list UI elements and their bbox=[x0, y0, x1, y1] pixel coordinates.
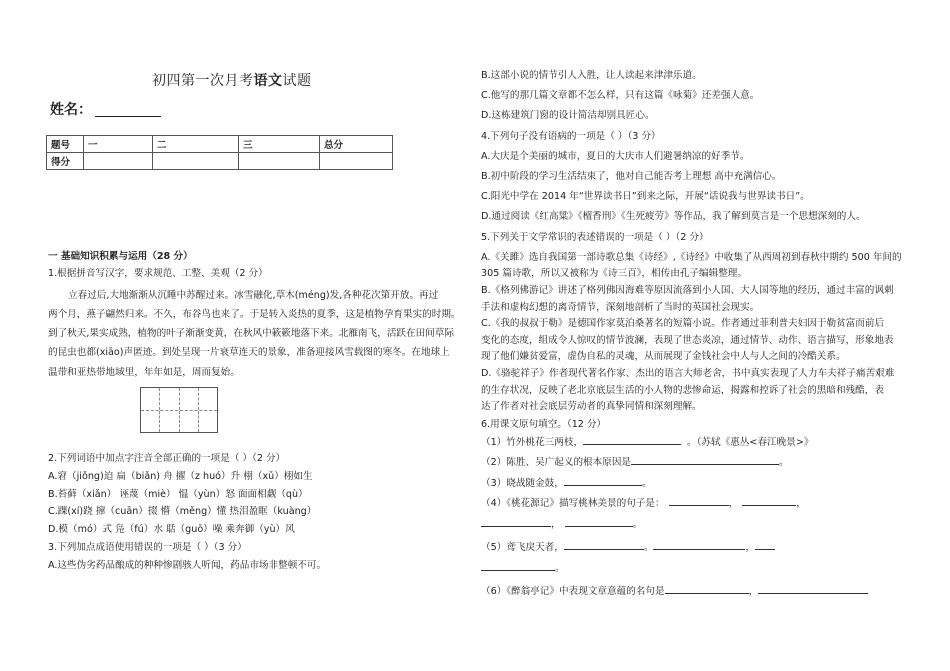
passage-line-4: 的昆虫也都(xiāo)声匿迹。到处呈现一片衰草连天的景象，准备迎接风雪载图的寒冬。在地球上 bbox=[48, 347, 450, 359]
name-label: 姓名： bbox=[50, 102, 92, 118]
q2-option-b: B.苔藓（xiǎn） 诬蔑（miè） 愠（yùn）怒 面面相觑（qù） bbox=[48, 488, 308, 500]
passage-line-3: 到了秋天,果实成熟，植物的叶子渐渐变黄，在秋风中簌簌地落下来。北雁南飞，活跃在田间草际 bbox=[48, 328, 454, 340]
passage-line-2: 两个月，燕子翩然归来。不久，布谷鸟也来了。于是转入炎热的夏季，这是植物孕育果实的时期。 bbox=[48, 308, 461, 320]
left-column bbox=[48, 266, 461, 382]
score-header-cell: 三 bbox=[239, 136, 320, 153]
grid-cell[interactable] bbox=[199, 411, 217, 433]
q5-line: 达了作者对社会底层劳动者的真挚同情和深刻理解。 bbox=[481, 401, 702, 413]
q2-option-c: C.踝(xí)跷 撺（cuān）掇 懵（měng）懂 热泪盈眶（kuàng） bbox=[48, 506, 317, 518]
q6-4-period: 。 bbox=[632, 518, 643, 530]
answer-blank[interactable] bbox=[665, 583, 749, 594]
q5-line: 变化的态度，组成令人惊叹的情节波澜，表现了世态炎凉，通过情节、动作、语言描写，形象地表 bbox=[481, 334, 894, 346]
section-heading: 一 基础知识积累与运用（28 分） bbox=[48, 251, 193, 262]
answer-blank[interactable] bbox=[564, 475, 642, 486]
answer-blank[interactable] bbox=[564, 539, 644, 550]
answer-blank[interactable] bbox=[481, 560, 555, 571]
title-suffix: 试题 bbox=[282, 73, 312, 89]
q6-3-period: 。 bbox=[641, 477, 652, 489]
right-column bbox=[481, 66, 911, 603]
q2-option-a: A.窘（jiǒng)迫 扁（biǎn) 舟 擢（z huó）升 栩（xǔ）栩如生 bbox=[48, 470, 313, 482]
q6-5-comma: ， bbox=[745, 542, 756, 554]
q6-item-2 bbox=[481, 453, 911, 474]
grid-cell[interactable] bbox=[180, 388, 199, 410]
grid-cell[interactable] bbox=[141, 411, 160, 433]
q5-line: A.《关雎》选自我国第一部诗歌总集《诗经》,《诗经》中收集了从西周初到春秋中期约 500 年间的 bbox=[481, 251, 902, 263]
q6-6-comma: ， bbox=[748, 586, 759, 598]
question-6: 6.用课文原句填空。（12 分） bbox=[481, 418, 607, 430]
q5-line: B.《格列佛游记》讲述了格列佛因海难等原因流落到小人国、大人国等地的经历，通过丰富的讽刺 bbox=[481, 285, 894, 297]
q5-line: 现了他们嫌贫爱富，虚伪自私的灵魂，从而展现了金钱社会中人与人之间的冷酷关系。 bbox=[481, 351, 846, 363]
title-subject: 语文 bbox=[253, 73, 283, 89]
left-column-lower bbox=[48, 450, 448, 575]
answer-blank[interactable] bbox=[758, 583, 868, 594]
answer-blank[interactable] bbox=[481, 516, 551, 527]
answer-blank[interactable] bbox=[653, 539, 745, 550]
q6-5-period: 。 bbox=[555, 562, 565, 574]
answer-blank[interactable] bbox=[755, 539, 775, 550]
question-1: 1.根据拼音写汉字，要求规范、工整、美观（2 分） bbox=[48, 268, 268, 279]
q6-1-prompt: （1）竹外桃花三两枝， bbox=[481, 436, 584, 448]
question-2: 2.下列词语中加点字注音全部正确的一项是（ ）（2 分） bbox=[48, 453, 286, 464]
score-cell[interactable] bbox=[239, 153, 320, 170]
q4-option-a: A.大庆是个美丽的城市，夏日的大庆市人们避暑纳凉的好季节。 bbox=[481, 150, 750, 162]
q5-line: D.《骆驼祥子》作者现代著名作家、杰出的语言大师老舍，书中真实表现了人力车夫祥子痛苦艰难 bbox=[481, 367, 895, 379]
grid-cell[interactable] bbox=[141, 388, 160, 410]
q5-line: 的生存状况，反映了老北京底层生活的小人物的悲惨命运，揭露和控诉了社会的黑暗和残酷，表 bbox=[481, 384, 884, 396]
q6-item-5 bbox=[481, 538, 911, 559]
score-header-cell: 题号 bbox=[47, 136, 84, 153]
answer-blank[interactable] bbox=[669, 495, 729, 506]
q6-6-prompt: （6）《醉翁亭记》中表现文章意蕴的名句是 bbox=[481, 586, 665, 598]
score-header-cell: 一 bbox=[84, 136, 153, 153]
q6-item-4-cont bbox=[481, 515, 911, 536]
q5-line: 手法和虚构幻想的离奇情节，深刻地剖析了当时的英国社会现实。 bbox=[481, 301, 760, 313]
score-cell[interactable] bbox=[84, 153, 153, 170]
grid-cell[interactable] bbox=[180, 411, 199, 433]
grid-cell[interactable] bbox=[199, 388, 217, 410]
q3-option-c: C.他写的那几篇文章都不怎么样，只有这篇《咏菊》还差强人意。 bbox=[481, 90, 760, 102]
grid-row bbox=[141, 411, 217, 433]
name-row bbox=[50, 99, 161, 119]
q6-item-5-cont bbox=[481, 559, 911, 580]
q6-item-4 bbox=[481, 494, 911, 515]
answer-blank[interactable] bbox=[565, 516, 633, 527]
score-value-row bbox=[47, 153, 393, 170]
score-cell[interactable] bbox=[153, 153, 239, 170]
writing-grid[interactable] bbox=[140, 387, 218, 433]
q6-4-comma: ， bbox=[796, 498, 806, 510]
q6-4-comma: ， bbox=[728, 498, 739, 510]
passage-line-text: 立春过后,大地渐渐从沉睡中苏醒过来。冰雪融化,草木(méng)发,各种花次第开放。再过 bbox=[68, 289, 439, 301]
q6-3-prompt: （3）晓战随金鼓， bbox=[481, 477, 564, 489]
q6-1-source: 。（苏轼《惠丛<春江晚景>》 bbox=[687, 436, 814, 448]
passage-line-1 bbox=[48, 286, 448, 305]
q3-option-b: B.这部小说的情节引人入胜，让人读起来津津乐道。 bbox=[481, 70, 702, 81]
q4-option-c: C.阳光中学在 2014 年“世界读书日”到来之际，开展“话说我与世界读书日”。 bbox=[481, 191, 810, 203]
q2-option-d: D.模（mó）式 凫（fú）水 聒（guō）噪 乘奔御（yù）风 bbox=[48, 524, 295, 536]
q6-2-prompt: （2）陈胜、吴广起义的根本原因是 bbox=[481, 457, 632, 469]
q6-5-prompt: （5）鸢飞戾天者， bbox=[481, 542, 564, 554]
exam-title bbox=[152, 70, 312, 90]
score-label-cell: 得分 bbox=[47, 153, 84, 170]
question-5: 5.下列关于文学常识的表述错误的一项是（ ）（2 分） bbox=[481, 231, 709, 243]
score-header-row bbox=[47, 136, 393, 153]
passage bbox=[48, 286, 461, 382]
score-header-cell: 总分 bbox=[320, 136, 393, 153]
q6-5-period: 。 bbox=[643, 542, 654, 554]
score-cell[interactable] bbox=[320, 153, 393, 170]
title-prefix: 初四第一次月考 bbox=[152, 73, 254, 89]
passage-line-5: 温带和亚热带地域里，年年如是，周而复始。 bbox=[48, 366, 240, 378]
question-3: 3.下列加点成语使用错误的一项是（ ）（3 分） bbox=[48, 541, 247, 553]
grid-cell[interactable] bbox=[160, 388, 179, 410]
score-table bbox=[46, 135, 393, 170]
q6-4-comma: ， bbox=[551, 518, 561, 530]
answer-blank[interactable] bbox=[631, 454, 779, 465]
name-blank[interactable] bbox=[95, 104, 161, 117]
answer-blank[interactable] bbox=[583, 434, 681, 445]
q3-option-d: D.这栋建筑门窗的设计简洁却别具匠心。 bbox=[481, 110, 655, 122]
grid-cell[interactable] bbox=[160, 411, 179, 433]
q3-option-a: A.这些伪劣药品酿成的种种惨剧骇人听闻，药品市场非整顿不可。 bbox=[48, 559, 327, 571]
q4-option-b: B.初中阶段的学习生活结束了，他对自己能否考上理想 高中充满信心。 bbox=[481, 171, 782, 183]
q6-item-1 bbox=[481, 433, 911, 454]
q4-option-d: D.通过阅读《红高粱》《檀香刑》《生死疲劳》等作品，我了解到莫言是一个思想深刻的人。 bbox=[481, 211, 866, 223]
q6-4-prompt: （4）《桃花源记》描写桃林美景的句子是： bbox=[481, 498, 665, 510]
q6-item-6 bbox=[481, 582, 911, 603]
grid-row bbox=[141, 388, 217, 411]
q6-2-period: 。 bbox=[779, 457, 789, 469]
q5-line: 305 篇诗歌，所以又被称为《诗三百》，相传由孔子编辑整理。 bbox=[481, 268, 747, 280]
question-4: 4.下列句子没有语病的一项是（ ）（3 分） bbox=[481, 130, 661, 142]
score-header-cell: 二 bbox=[153, 136, 239, 153]
q6-item-3 bbox=[481, 474, 911, 495]
answer-blank[interactable] bbox=[742, 495, 796, 506]
q5-line: C.《我的叔叔于勒》是德国作家莫泊桑著名的短篇小说。作者通过菲利普夫妇因于勒贫富而前后 bbox=[481, 318, 885, 330]
